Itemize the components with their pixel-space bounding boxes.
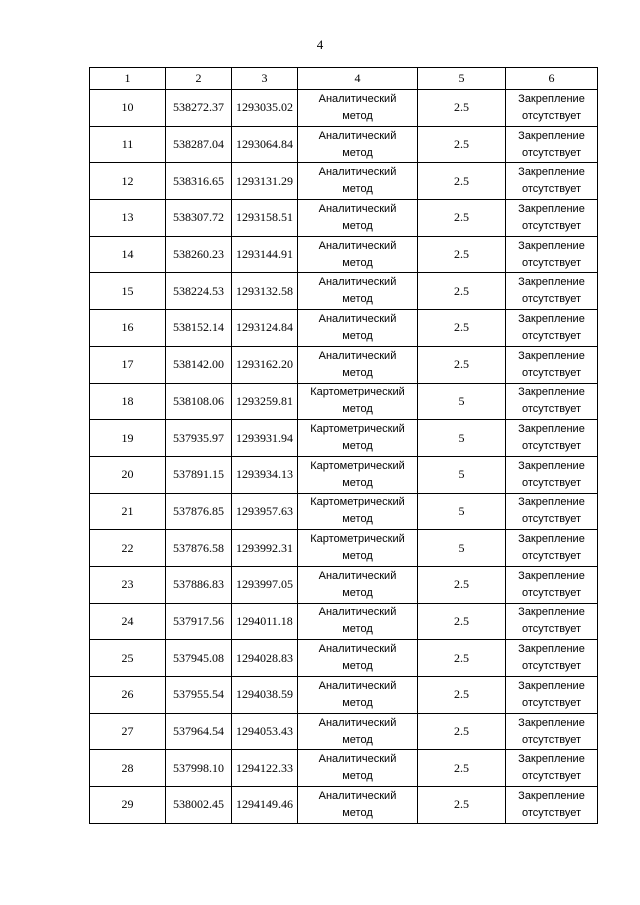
x-coordinate-cell: 537886.83 (166, 566, 232, 603)
fixation-cell-line: отсутствует (521, 293, 581, 306)
method-cell (298, 310, 418, 347)
x-coordinate-cell: 537876.58 (166, 530, 232, 567)
method-cell (298, 126, 418, 163)
fixation-cell-line: отсутствует (521, 366, 581, 379)
x-coordinate-cell: 537935.97 (166, 420, 232, 457)
method-cell-line: метод (342, 660, 373, 673)
accuracy-cell: 2.5 (418, 787, 506, 824)
y-coordinate-cell: 1293997.05 (232, 566, 298, 603)
header-cell: 5 (418, 68, 506, 90)
accuracy-cell: 5 (418, 420, 506, 457)
method-cell (298, 713, 418, 750)
x-coordinate-cell: 538108.06 (166, 383, 232, 420)
y-coordinate-cell: 1293131.29 (232, 163, 298, 200)
header-row (90, 68, 598, 90)
fixation-cell-line: Закрепление (518, 569, 585, 582)
fixation-cell-line: отсутствует (521, 476, 581, 489)
accuracy-cell: 2.5 (418, 163, 506, 200)
table-row (90, 677, 598, 714)
method-cell-line: Картометрический (310, 533, 405, 546)
method-cell-line: метод (342, 366, 373, 379)
y-coordinate-cell: 1293162.20 (232, 346, 298, 383)
method-cell (298, 236, 418, 273)
point-number-cell: 11 (90, 126, 166, 163)
method-cell-line: метод (342, 476, 373, 489)
x-coordinate-cell: 538002.45 (166, 787, 232, 824)
method-cell-line: метод (342, 696, 373, 709)
fixation-cell-line: отсутствует (521, 256, 581, 269)
method-cell (298, 677, 418, 714)
fixation-cell-line: Закрепление (518, 166, 585, 179)
fixation-cell (506, 493, 598, 530)
point-number-cell: 23 (90, 566, 166, 603)
point-number-cell: 19 (90, 420, 166, 457)
method-cell-line: метод (342, 550, 373, 563)
accuracy-cell: 2.5 (418, 310, 506, 347)
y-coordinate-cell: 1293064.84 (232, 126, 298, 163)
fixation-cell-line: Закрепление (518, 312, 585, 325)
method-cell-line: метод (342, 329, 373, 342)
method-cell-line: Аналитический (318, 679, 397, 692)
fixation-cell (506, 200, 598, 237)
table-row (90, 603, 598, 640)
accuracy-cell: 5 (418, 383, 506, 420)
y-coordinate-cell: 1293957.63 (232, 493, 298, 530)
table-row (90, 713, 598, 750)
point-number-cell: 14 (90, 236, 166, 273)
method-cell-line: Аналитический (318, 606, 397, 619)
fixation-cell-line: отсутствует (521, 440, 581, 453)
fixation-cell-line: отсутствует (521, 623, 581, 636)
x-coordinate-cell: 538272.37 (166, 90, 232, 127)
y-coordinate-cell: 1293035.02 (232, 90, 298, 127)
fixation-cell (506, 163, 598, 200)
accuracy-cell: 2.5 (418, 640, 506, 677)
x-coordinate-cell: 538142.00 (166, 346, 232, 383)
header-cell: 6 (506, 68, 598, 90)
method-cell-line: метод (342, 623, 373, 636)
fixation-cell-line: отсутствует (521, 806, 581, 819)
point-number-cell: 21 (90, 493, 166, 530)
fixation-cell-line: Закрепление (518, 679, 585, 692)
x-coordinate-cell: 538287.04 (166, 126, 232, 163)
fixation-cell-line: Закрепление (518, 716, 585, 729)
point-number-cell: 27 (90, 713, 166, 750)
method-cell-line: Аналитический (318, 92, 397, 105)
method-cell-line: метод (342, 806, 373, 819)
method-cell-line: Аналитический (318, 716, 397, 729)
point-number-cell: 29 (90, 787, 166, 824)
fixation-cell-line: Закрепление (518, 423, 585, 436)
method-cell (298, 603, 418, 640)
fixation-cell-line: отсутствует (521, 109, 581, 122)
table-row (90, 126, 598, 163)
accuracy-cell: 2.5 (418, 273, 506, 310)
y-coordinate-cell: 1294122.33 (232, 750, 298, 787)
x-coordinate-cell: 538224.53 (166, 273, 232, 310)
accuracy-cell: 2.5 (418, 603, 506, 640)
x-coordinate-cell: 538152.14 (166, 310, 232, 347)
coordinates-table (89, 67, 598, 824)
fixation-cell-line: Закрепление (518, 349, 585, 362)
x-coordinate-cell: 538316.65 (166, 163, 232, 200)
accuracy-cell: 2.5 (418, 126, 506, 163)
fixation-cell-line: Закрепление (518, 496, 585, 509)
method-cell (298, 90, 418, 127)
y-coordinate-cell: 1294149.46 (232, 787, 298, 824)
table-row (90, 200, 598, 237)
fixation-cell (506, 383, 598, 420)
method-cell-line: метод (342, 219, 373, 232)
point-number-cell: 13 (90, 200, 166, 237)
header-cell: 2 (166, 68, 232, 90)
y-coordinate-cell: 1294053.43 (232, 713, 298, 750)
fixation-cell-line: Закрепление (518, 276, 585, 289)
method-cell (298, 383, 418, 420)
fixation-cell (506, 530, 598, 567)
method-cell-line: Аналитический (318, 643, 397, 656)
method-cell-line: Аналитический (318, 202, 397, 215)
method-cell (298, 530, 418, 567)
point-number-cell: 25 (90, 640, 166, 677)
point-number-cell: 10 (90, 90, 166, 127)
point-number-cell: 15 (90, 273, 166, 310)
x-coordinate-cell: 537891.15 (166, 456, 232, 493)
x-coordinate-cell: 538307.72 (166, 200, 232, 237)
method-cell-line: Картометрический (310, 386, 405, 399)
method-cell (298, 456, 418, 493)
method-cell-line: метод (342, 256, 373, 269)
header-cell: 4 (298, 68, 418, 90)
page-number: 4 (316, 37, 324, 52)
table-row (90, 493, 598, 530)
table-row (90, 163, 598, 200)
y-coordinate-cell: 1293259.81 (232, 383, 298, 420)
method-cell-line: метод (342, 109, 373, 122)
x-coordinate-cell: 537964.54 (166, 713, 232, 750)
table-row (90, 383, 598, 420)
point-number-cell: 17 (90, 346, 166, 383)
fixation-cell (506, 273, 598, 310)
fixation-cell-line: отсутствует (521, 550, 581, 563)
method-cell-line: Картометрический (310, 459, 405, 472)
fixation-cell-line: отсутствует (521, 586, 581, 599)
method-cell-line: Аналитический (318, 569, 397, 582)
x-coordinate-cell: 537945.08 (166, 640, 232, 677)
accuracy-cell: 2.5 (418, 677, 506, 714)
point-number-cell: 18 (90, 383, 166, 420)
y-coordinate-cell: 1293144.91 (232, 236, 298, 273)
accuracy-cell: 2.5 (418, 200, 506, 237)
fixation-cell (506, 346, 598, 383)
method-cell (298, 640, 418, 677)
fixation-cell-line: отсутствует (521, 146, 581, 159)
accuracy-cell: 2.5 (418, 90, 506, 127)
fixation-cell-line: отсутствует (521, 696, 581, 709)
y-coordinate-cell: 1293132.58 (232, 273, 298, 310)
method-cell-line: метод (342, 183, 373, 196)
fixation-cell (506, 640, 598, 677)
method-cell-line: метод (342, 440, 373, 453)
method-cell (298, 346, 418, 383)
method-cell-line: Аналитический (318, 789, 397, 802)
y-coordinate-cell: 1293124.84 (232, 310, 298, 347)
point-number-cell: 22 (90, 530, 166, 567)
method-cell-line: Аналитический (318, 239, 397, 252)
method-cell (298, 750, 418, 787)
point-number-cell: 24 (90, 603, 166, 640)
accuracy-cell: 2.5 (418, 750, 506, 787)
table-row (90, 750, 598, 787)
fixation-cell-line: Закрепление (518, 753, 585, 766)
y-coordinate-cell: 1294011.18 (232, 603, 298, 640)
point-number-cell: 26 (90, 677, 166, 714)
method-cell-line: Аналитический (318, 166, 397, 179)
fixation-cell-line: Закрепление (518, 459, 585, 472)
fixation-cell-line: Закрепление (518, 92, 585, 105)
table-row (90, 346, 598, 383)
fixation-cell (506, 787, 598, 824)
method-cell-line: метод (342, 586, 373, 599)
header-cell: 3 (232, 68, 298, 90)
x-coordinate-cell: 537917.56 (166, 603, 232, 640)
method-cell-line: метод (342, 403, 373, 416)
y-coordinate-cell: 1293931.94 (232, 420, 298, 457)
fixation-cell-line: отсутствует (521, 733, 581, 746)
table-row (90, 420, 598, 457)
accuracy-cell: 2.5 (418, 713, 506, 750)
table-row (90, 273, 598, 310)
x-coordinate-cell: 538260.23 (166, 236, 232, 273)
table-row (90, 640, 598, 677)
point-number-cell: 20 (90, 456, 166, 493)
table-row (90, 456, 598, 493)
method-cell-line: Аналитический (318, 753, 397, 766)
accuracy-cell: 2.5 (418, 236, 506, 273)
method-cell-line: метод (342, 733, 373, 746)
x-coordinate-cell: 537876.85 (166, 493, 232, 530)
fixation-cell-line: отсутствует (521, 513, 581, 526)
fixation-cell-line: отсутствует (521, 183, 581, 196)
method-cell-line: метод (342, 146, 373, 159)
fixation-cell (506, 750, 598, 787)
fixation-cell (506, 603, 598, 640)
fixation-cell-line: Закрепление (518, 606, 585, 619)
fixation-cell-line: отсутствует (521, 770, 581, 783)
fixation-cell-line: Закрепление (518, 643, 585, 656)
fixation-cell (506, 677, 598, 714)
fixation-cell (506, 126, 598, 163)
table-row (90, 310, 598, 347)
point-number-cell: 12 (90, 163, 166, 200)
method-cell-line: Аналитический (318, 276, 397, 289)
accuracy-cell: 5 (418, 493, 506, 530)
point-number-cell: 28 (90, 750, 166, 787)
y-coordinate-cell: 1293158.51 (232, 200, 298, 237)
fixation-cell-line: отсутствует (521, 403, 581, 416)
fixation-cell (506, 456, 598, 493)
method-cell-line: метод (342, 513, 373, 526)
table-row (90, 90, 598, 127)
fixation-cell (506, 420, 598, 457)
method-cell (298, 163, 418, 200)
fixation-cell (506, 236, 598, 273)
x-coordinate-cell: 537955.54 (166, 677, 232, 714)
method-cell (298, 566, 418, 603)
fixation-cell-line: отсутствует (521, 219, 581, 232)
x-coordinate-cell: 537998.10 (166, 750, 232, 787)
point-number-cell: 16 (90, 310, 166, 347)
table-row (90, 236, 598, 273)
accuracy-cell: 2.5 (418, 346, 506, 383)
accuracy-cell: 2.5 (418, 566, 506, 603)
fixation-cell-line: Закрепление (518, 533, 585, 546)
header-cell: 1 (90, 68, 166, 90)
fixation-cell-line: Закрепление (518, 239, 585, 252)
method-cell-line: Картометрический (310, 423, 405, 436)
method-cell-line: метод (342, 770, 373, 783)
table-row (90, 530, 598, 567)
fixation-cell-line: отсутствует (521, 329, 581, 342)
method-cell-line: Аналитический (318, 349, 397, 362)
method-cell (298, 420, 418, 457)
fixation-cell-line: Закрепление (518, 129, 585, 142)
fixation-cell (506, 310, 598, 347)
fixation-cell (506, 713, 598, 750)
y-coordinate-cell: 1294028.83 (232, 640, 298, 677)
method-cell-line: Аналитический (318, 312, 397, 325)
fixation-cell-line: Закрепление (518, 386, 585, 399)
y-coordinate-cell: 1294038.59 (232, 677, 298, 714)
method-cell (298, 493, 418, 530)
accuracy-cell: 5 (418, 530, 506, 567)
fixation-cell-line: Закрепление (518, 202, 585, 215)
fixation-cell-line: Закрепление (518, 789, 585, 802)
method-cell-line: Аналитический (318, 129, 397, 142)
fixation-cell (506, 90, 598, 127)
method-cell-line: Картометрический (310, 496, 405, 509)
y-coordinate-cell: 1293992.31 (232, 530, 298, 567)
method-cell (298, 200, 418, 237)
method-cell (298, 273, 418, 310)
accuracy-cell: 5 (418, 456, 506, 493)
fixation-cell-line: отсутствует (521, 660, 581, 673)
table-row (90, 566, 598, 603)
y-coordinate-cell: 1293934.13 (232, 456, 298, 493)
fixation-cell (506, 566, 598, 603)
method-cell-line: метод (342, 293, 373, 306)
method-cell (298, 787, 418, 824)
table-row (90, 787, 598, 824)
